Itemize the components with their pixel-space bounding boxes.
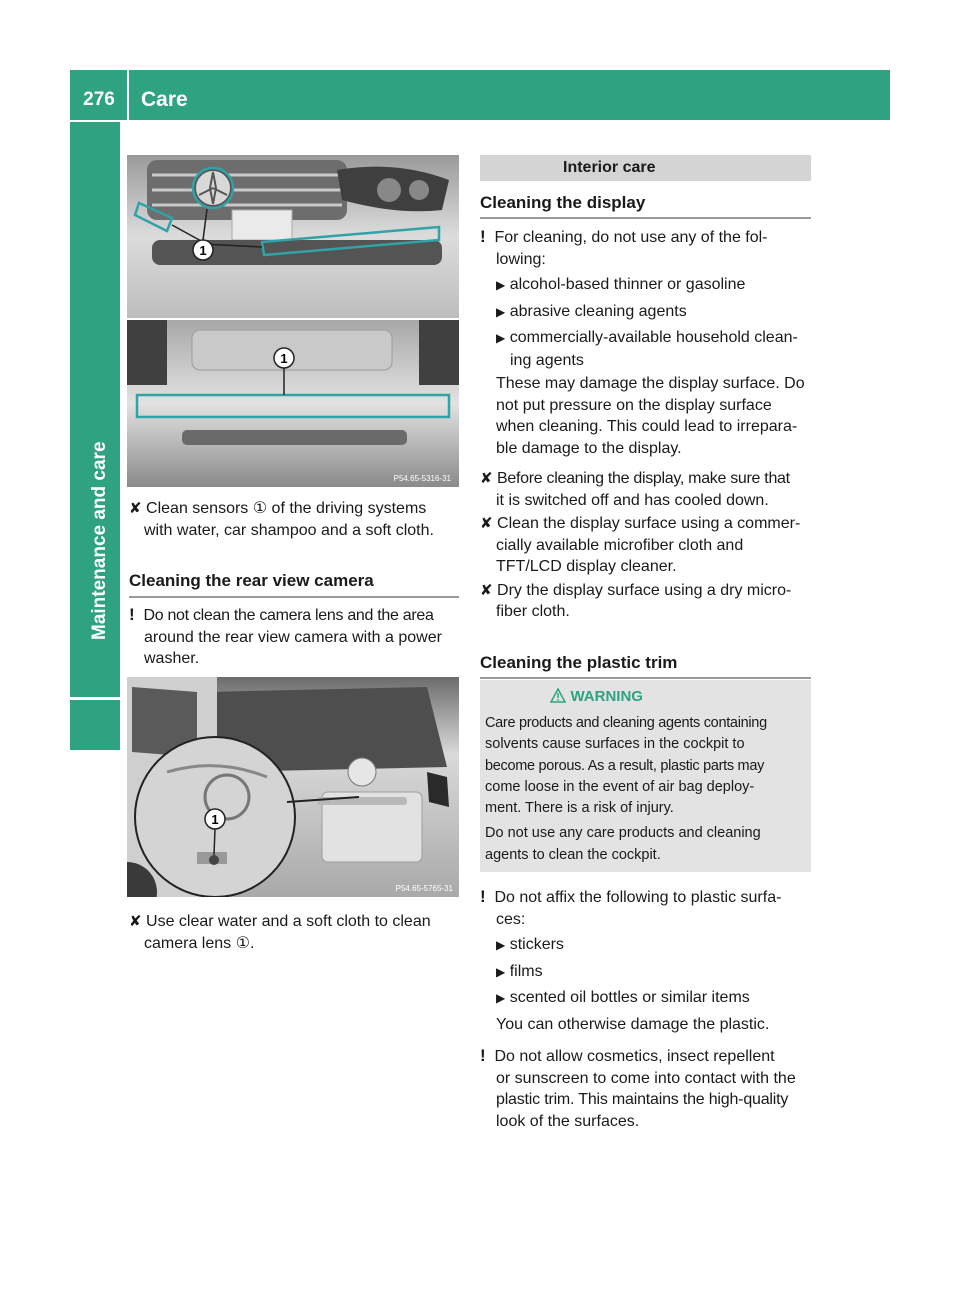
step-arrow-icon: ✘ [129,500,142,517]
note-text: plastic trim. This maintains the high-quality [496,1091,789,1108]
step-text: Use clear water and a soft cloth to clean [146,913,431,930]
step-arrow-icon: ✘ [480,470,493,487]
warning-text: Care products and cleaning agents containing solvents cause surfaces in the cockpit to become porous. As a result, plastic parts may come loose in the event of air bag deploy- ment. There is a risk of injury. Do not use any care products and cleaning agents to clean the cockpit. [485,715,767,863]
side-tab-marker [70,700,120,750]
heading-rule [480,217,811,219]
warning-triangle-icon [550,688,566,703]
note-text: when cleaning. This could lead to irrepara- [496,418,798,435]
step-text: camera lens [144,934,236,952]
bullet-icon: ▶ [496,938,506,952]
chapter-title: Care [141,88,188,111]
step-clean-sensors [129,498,434,541]
step-text: with water, car shampoo and a soft cloth. [144,521,434,539]
display-steps: ✘ Before cleaning the display, make sure that it is switched off and has cooled down. ✘ Clean the display surface using a commer- cially available microfiber cloth and TFT/LCD display cleaner. ✘ Dry the display surface using a dry micro- fiber cloth. [480,468,815,623]
note-text: washer. [144,650,200,667]
note-text: or sunscreen to come into contact with the [496,1069,796,1087]
camera-callout: 1 [211,812,219,827]
figure-code: P54.65-5316-31 [393,474,451,483]
step-text: TFT/LCD display cleaner. [496,558,677,575]
heading-rule [129,596,459,598]
cosmetics-note: ! Do not allow cosmetics, insect repellent or sunscreen to come into contact with the plastic trim. This maintains the high-quality look of the surfaces. [480,1045,815,1132]
display-note [480,226,815,459]
step-text: of the driving systems [267,500,427,517]
display-heading: Cleaning the display [480,193,646,212]
list-item: ▶ scented oil bottles or similar items [496,989,750,1006]
bullet-icon: ▶ [496,304,506,319]
step-text: it is switched off and has cooled down. [496,491,769,509]
note-text: ble damage to the display. [496,439,682,457]
step-text: . [249,934,255,952]
caution-icon: ! [480,887,486,906]
step-text: cially available microfiber cloth and [496,536,744,554]
step-text: Clean sensors [146,500,253,517]
bumper-sensors-figure [127,155,459,487]
note-text: You can otherwise damage the plastic. [496,1015,770,1033]
list-item: ▶ films [496,962,543,980]
callout-1-icon: ① [252,500,268,517]
step-text: fiber cloth. [496,603,570,620]
note-text: not put pressure on the display surface [496,396,772,414]
warning-title: WARNING [570,688,643,705]
rear-camera-figure [127,677,459,897]
side-tab-label: Maintenance and care [89,441,110,640]
note-text: lowing: [496,250,546,268]
warning-header [550,688,643,706]
list-item: ▶ commercially-available household clean- [496,329,798,346]
step-arrow-icon: ✘ [480,581,493,599]
header-divider [127,70,129,120]
note-text: look of the surfaces. [496,1112,640,1130]
list-item: ▶ stickers [496,936,564,953]
note-text: Do not clean the camera lens and the area [143,607,434,624]
plastic-heading: Cleaning the plastic trim [480,653,678,672]
note-text: ces: [496,910,526,928]
rear-camera-heading: Cleaning the rear view camera [129,571,374,590]
rear-camera-note [129,604,464,670]
list-item-cont: ing agents [510,351,584,369]
affix-note: ! Do not affix the following to plastic surfa- ces: ▶ stickers ▶ films ▶ scented oil bottles or similar items You can otherwise damage the plastic. [480,886,815,1035]
section-title: Interior care [480,155,811,181]
caution-icon: ! [480,1046,486,1065]
bullet-icon: ▶ [496,991,506,1005]
bullet-icon: ▶ [496,278,506,292]
note-text: For cleaning, do not use any of the fol- [494,229,768,246]
figure-code: P54.65-5765-31 [395,884,453,893]
bullet-icon: ▶ [496,331,506,345]
step-arrow-icon: ✘ [129,913,142,930]
header-bar [70,70,890,120]
step-clean-camera [129,911,431,954]
note-text: around the rear view camera with a power [144,628,442,646]
caution-icon: ! [480,227,486,246]
page-number: 276 [83,89,115,110]
heading-rule [480,677,811,679]
callout-1-icon: ① [235,934,250,952]
rear-callout: 1 [280,351,288,366]
caution-icon: ! [129,605,135,624]
list-item: ▶ abrasive cleaning agents [496,302,687,320]
bullet-icon: ▶ [496,964,506,979]
front-callout: 1 [199,243,207,258]
note-text: These may damage the display surface. Do [496,375,805,392]
list-item: ▶ alcohol-based thinner or gasoline [496,276,746,293]
step-arrow-icon: ✘ [480,515,493,532]
